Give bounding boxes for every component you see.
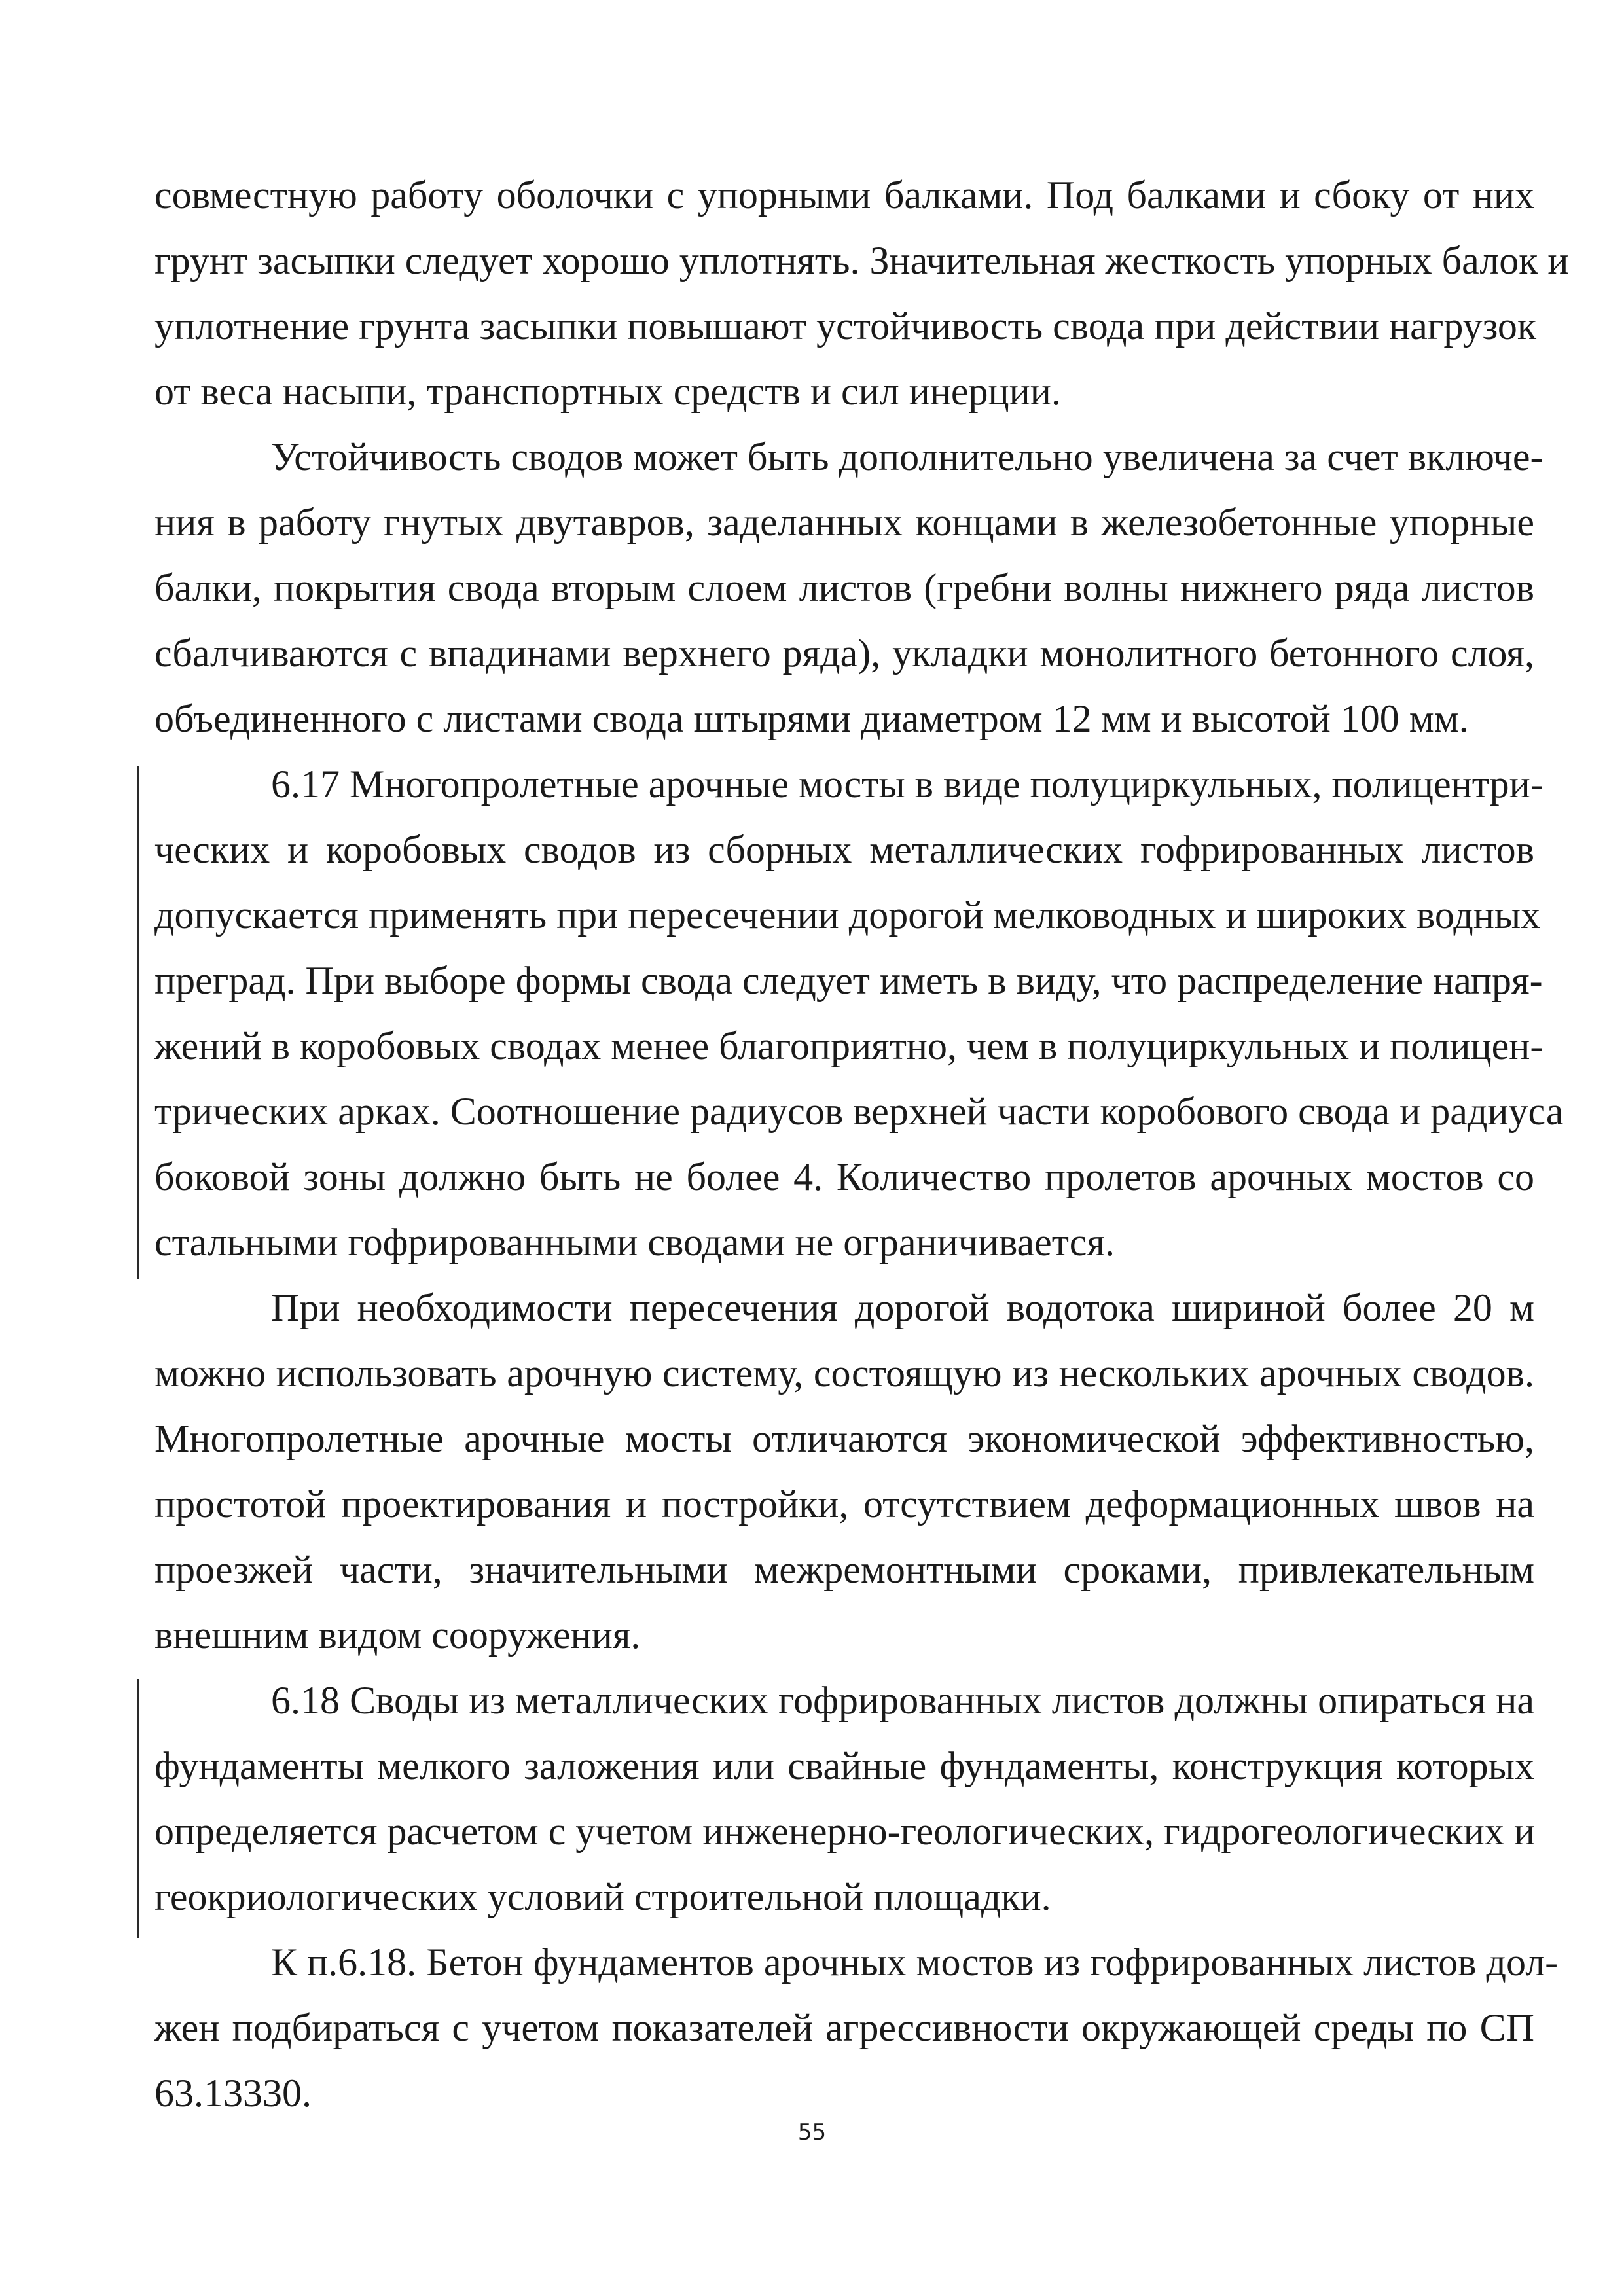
text-line: ческих и коробовых сводов из сборных металлических гофрированных листов <box>154 828 1534 871</box>
text-line: от веса насыпи, транспортных средств и сил инерции. <box>154 370 1061 413</box>
paragraph-k-6-18 <box>154 1929 1559 2126</box>
change-bar-6-18 <box>137 1679 139 1938</box>
text-line: К п.6.18. Бетон фундаментов арочных мостов из гофрированных листов дол- <box>271 1941 1559 1984</box>
text-line: допускается применять при пересечении дорогой мелководных и широких водных <box>154 893 1541 937</box>
text-line: трических арках. Соотношение радиусов верхней части коробового свода и радиуса <box>154 1090 1564 1133</box>
paragraph-continuation <box>154 162 1569 424</box>
paragraph-6-18 <box>154 1668 1534 1929</box>
paragraph-stability <box>154 424 1543 751</box>
text-line: ния в работу гнутых двутавров, заделанных концами в железобетонные упорные <box>154 501 1534 544</box>
text-line: 63.13330. <box>154 2072 312 2115</box>
text-line: простотой проектирования и постройки, отсутствием деформационных швов на <box>154 1482 1534 1526</box>
text-line: геокриологических условий строительной площадки. <box>154 1875 1051 1918</box>
text-line: При необходимости пересечения дорогой водотока шириной более 20 м <box>271 1286 1534 1329</box>
text-line: можно использовать арочную систему, состоящую из нескольких арочных сводов. <box>154 1352 1534 1395</box>
text-line: определяется расчетом с учетом инженерно-геологических, гидрогеологических и <box>154 1810 1535 1853</box>
change-bar-6-17 <box>137 766 139 1279</box>
text-line: жен подбираться с учетом показателей агрессивности окружающей среды по СП <box>154 2006 1534 2049</box>
paragraph-crossing <box>154 1275 1534 1668</box>
text-line: Устойчивость сводов может быть дополнительно увеличена за счет включе- <box>271 435 1543 478</box>
page-number: 55 <box>797 2119 827 2145</box>
text-line: грунт засыпки следует хорошо уплотнять. Значительная жесткость упорных балок и <box>154 239 1569 282</box>
text-line: балки, покрытия свода вторым слоем листов (гребни волны нижнего ряда листов <box>154 566 1534 609</box>
body-text <box>154 162 1569 2126</box>
text-line: уплотнение грунта засыпки повышают устойчивость свода при действии нагрузок <box>154 304 1537 348</box>
text-line: 6.17 Многопролетные арочные мосты в виде полуциркульных, полицентри- <box>271 762 1543 806</box>
text-line: 6.18 Своды из металлических гофрированных листов должны опираться на <box>271 1679 1534 1722</box>
text-line: боковой зоны должно быть не более 4. Количество пролетов арочных мостов со <box>154 1155 1534 1198</box>
text-line: объединенного с листами свода штырями диаметром 12 мм и высотой 100 мм. <box>154 697 1469 740</box>
paragraph-6-17 <box>154 751 1564 1275</box>
text-line: сбалчиваются с впадинами верхнего ряда), укладки монолитного бетонного слоя, <box>154 632 1534 675</box>
text-line: жений в коробовых сводах менее благоприятно, чем в полуциркульных и полицен- <box>154 1024 1543 1067</box>
text-line: Многопролетные арочные мосты отличаются экономической эффективностью, <box>154 1417 1534 1460</box>
text-line: фундаменты мелкого заложения или свайные фундаменты, конструкция которых <box>154 1744 1534 1787</box>
text-line: внешним видом сооружения. <box>154 1613 641 1657</box>
text-line: стальными гофрированными сводами не ограничивается. <box>154 1221 1115 1264</box>
text-line: проезжей части, значительными межремонтными сроками, привлекательным <box>154 1548 1534 1591</box>
text-line: совместную работу оболочки с упорными балками. Под балками и сбоку от них <box>154 173 1534 217</box>
text-line: преград. При выборе формы свода следует иметь в виду, что распределение напря- <box>154 959 1543 1002</box>
